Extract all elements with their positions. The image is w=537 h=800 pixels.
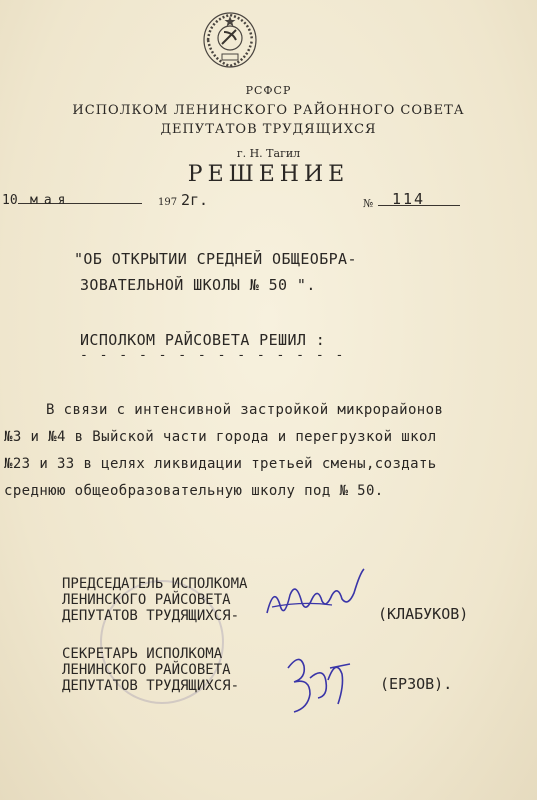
- secretary-title-line-3: ДЕПУТАТОВ ТРУДЯЩИХСЯ-: [62, 678, 240, 694]
- secretary-title-line-2: ЛЕНИНСКОГО РАЙСОВЕТА: [62, 662, 231, 678]
- org-line-2: ДЕПУТАТОВ ТРУДЯЩИХСЯ: [160, 122, 377, 137]
- chair-name: (КЛАБУКОВ): [378, 605, 469, 623]
- document-number: 114: [392, 190, 426, 208]
- resolved-underline: - - - - - - - - - - - - - -: [80, 348, 346, 363]
- city-label: г. Н. Тагил: [236, 147, 301, 160]
- org-line-1: ИСПОЛКОМ ЛЕНИНСКОГО РАЙОННОГО СОВЕТА: [72, 103, 465, 118]
- date-day: 10: [2, 193, 18, 208]
- chair-title-line-2: ЛЕНИНСКОГО РАЙСОВЕТА: [62, 592, 231, 608]
- body-line-4: среднюю общеобразовательную школу под № 50.: [4, 483, 384, 499]
- secretary-signature-icon: [280, 638, 360, 718]
- chair-signature-icon: [262, 565, 372, 625]
- secretary-title-line-1: СЕКРЕТАРЬ ИСПОЛКОМА: [62, 646, 223, 662]
- chair-title-line-1: ПРЕДСЕДАТЕЛЬ ИСПОЛКОМА: [62, 576, 248, 592]
- subject-line-1: "ОБ ОТКРЫТИИ СРЕДНЕЙ ОБЩЕОБРА-: [74, 250, 357, 268]
- rsfsr-emblem-icon: [200, 10, 260, 70]
- secretary-name: (ЕРЗОВ).: [380, 675, 453, 693]
- date-month: мая: [30, 193, 72, 208]
- date-year-suffix: 2г.: [181, 191, 209, 209]
- body-line-3: №23 и 33 в целях ликвидации третьей смены,создать: [4, 456, 437, 472]
- republic-label: РСФСР: [245, 84, 292, 97]
- number-label: №: [363, 197, 374, 210]
- date-year-prefix: 197: [158, 197, 178, 208]
- body-line-2: №3 и №4 в Выйской части города и перегрузкой школ: [4, 429, 437, 445]
- resolved-heading: ИСПОЛКОМ РАЙСОВЕТА РЕШИЛ :: [80, 331, 326, 349]
- body-line-1: В связи с интенсивной застройкой микрорайонов: [46, 402, 444, 418]
- subject-line-2: ЗОВАТЕЛЬНОЙ ШКОЛЫ № 50 ".: [80, 276, 316, 294]
- chair-title-line-3: ДЕПУТАТОВ ТРУДЯЩИХСЯ-: [62, 608, 240, 624]
- document-title: РЕШЕНИЕ: [187, 162, 350, 187]
